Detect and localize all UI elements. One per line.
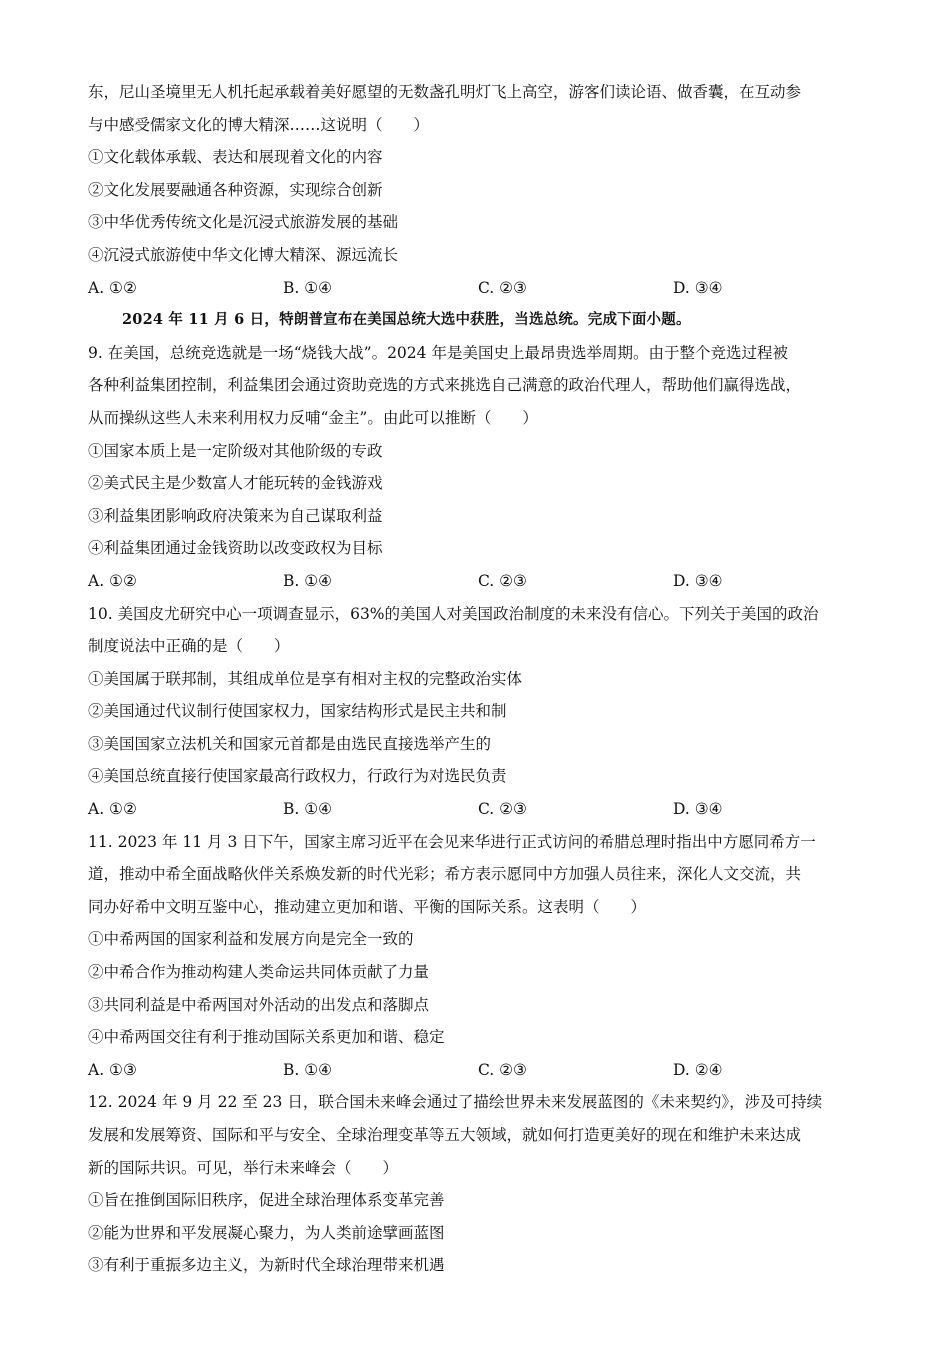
option-b: B. ①④ bbox=[283, 278, 333, 297]
question-9 bbox=[88, 337, 878, 598]
question-stem-line: 11. 2023 年 11 月 3 日下午，国家主席习近平在会见来华进行正式访问的希腊总理时指出中方愿同希方一 bbox=[88, 832, 816, 851]
choice-statement: ③有利于重振多边主义，为新时代全球治理带来机遇 bbox=[88, 1256, 445, 1275]
question-stem-line: 12. 2024 年 9 月 22 至 23 日，联合国未来峰会通过了描绘世界未来发展蓝图的《未来契约》，涉及可持续 bbox=[88, 1093, 823, 1112]
choice-statement: ②能为世界和平发展凝心聚力，为人类前途擘画蓝图 bbox=[88, 1223, 445, 1242]
choice-statement: ④利益集团通过金钱资助以改变政权为目标 bbox=[88, 539, 383, 558]
option-c: C. ②③ bbox=[478, 571, 527, 590]
choice-statement: ②美式民主是少数富人才能玩转的金钱游戏 bbox=[88, 474, 383, 493]
question-stem-line: 东，尼山圣境里无人机托起承载着美好愿望的无数盏孔明灯飞上高空，游客们读论语、做香囊，在互动参 bbox=[88, 83, 802, 101]
choice-statement: ④美国总统直接行使国家最高行政权力，行政行为对选民负责 bbox=[88, 767, 507, 786]
option-b: B. ①④ bbox=[283, 571, 333, 590]
choice-statement: ④中希两国交往有利于推动国际关系更加和谐、稳定 bbox=[88, 1028, 445, 1047]
option-d: D. ②④ bbox=[673, 1060, 723, 1079]
question-10 bbox=[88, 598, 878, 826]
question-stem-line: 制度说法中正确的是（ ） bbox=[88, 637, 290, 656]
question-stem-line: 发展和发展筹资、国际和平与安全、全球治理变革等五大领域，就如何打造更美好的现在和维护未来达成 bbox=[88, 1126, 802, 1144]
option-a: A. ①② bbox=[88, 278, 137, 297]
group-intro: 2024 年 11 月 6 日，特朗普宣布在美国总统大选中获胜，当选总统。完成下面小题。 bbox=[122, 311, 691, 329]
option-a: A. ①② bbox=[88, 800, 137, 819]
option-b: B. ①④ bbox=[283, 1060, 333, 1079]
option-a: A. ①③ bbox=[88, 1060, 137, 1079]
choice-statement: ①中希两国的国家利益和发展方向是完全一致的 bbox=[88, 930, 414, 949]
choice-statement: ③共同利益是中希两国对外活动的出发点和落脚点 bbox=[88, 995, 430, 1014]
question-stem-line: 9. 在美国，总统竞选就是一场“烧钱大战”。2024 年是美国史上最昂贵选举周期。由于整个竞选过程被 bbox=[88, 343, 788, 362]
choice-statement: ③美国国家立法机关和国家元首都是由选民直接选举产生的 bbox=[88, 734, 492, 753]
choice-statement: ①旨在推倒国际旧秩序，促进全球治理体系变革完善 bbox=[88, 1191, 445, 1210]
choice-statement: ①美国属于联邦制，其组成单位是享有相对主权的完整政治实体 bbox=[88, 669, 523, 688]
choice-statement: ②中希合作为推动构建人类命运共同体贡献了力量 bbox=[88, 963, 430, 982]
option-b: B. ①④ bbox=[283, 800, 333, 819]
choice-statement: ③中华优秀传统文化是沉浸式旅游发展的基础 bbox=[88, 213, 399, 232]
answer-options bbox=[88, 565, 878, 598]
choice-statement: ①文化载体承载、表达和展现着文化的内容 bbox=[88, 148, 383, 167]
choice-statement: ②文化发展要融通各种资源，实现综合创新 bbox=[88, 180, 383, 199]
choice-statement: ④沉浸式旅游使中华文化博大精深、源远流长 bbox=[88, 245, 399, 264]
question-11 bbox=[88, 826, 878, 1087]
question-stem-line: 10. 美国皮尤研究中心一项调查显示，63%的美国人对美国政治制度的未来没有信心。下列关于美国的政治 bbox=[88, 604, 819, 623]
option-d: D. ③④ bbox=[673, 800, 723, 819]
question-stem-line: 各种利益集团控制，利益集团会通过资助竞选的方式来挑选自己满意的政治代理人，帮助他们赢得选战， bbox=[88, 376, 802, 395]
answer-options bbox=[88, 1054, 878, 1087]
choice-statement: ①国家本质上是一定阶级对其他阶级的专政 bbox=[88, 441, 383, 460]
question-stem-line: 同办好希中文明互鉴中心，推动建立更加和谐、平衡的国际关系。这表明（ ） bbox=[88, 897, 647, 916]
option-c: C. ②③ bbox=[478, 278, 527, 297]
choice-statement: ②美国通过代议制行使国家权力，国家结构形式是民主共和制 bbox=[88, 702, 507, 721]
option-c: C. ②③ bbox=[478, 800, 527, 819]
option-c: C. ②③ bbox=[478, 1060, 527, 1079]
question-12 bbox=[88, 1086, 878, 1282]
choice-statement: ③利益集团影响政府决策来为自己谋取利益 bbox=[88, 506, 383, 525]
question-stem-line: 道，推动中希全面战略伙伴关系焕发新的时代光彩；希方表示愿同中方加强人员往来，深化人文交流，共 bbox=[88, 865, 802, 884]
question-stem-line: 与中感受儒家文化的博大精深……这说明（ ） bbox=[88, 115, 430, 134]
exam-page bbox=[88, 76, 878, 1282]
question-stem-line: 从而操纵这些人未来利用权力反哺“金主”。由此可以推断（ ） bbox=[88, 408, 538, 427]
option-d: D. ③④ bbox=[673, 571, 723, 590]
question-stem-line: 新的国际共识。可见，举行未来峰会（ ） bbox=[88, 1158, 399, 1177]
answer-options bbox=[88, 272, 878, 305]
answer-options bbox=[88, 793, 878, 826]
option-a: A. ①② bbox=[88, 571, 137, 590]
question-8 bbox=[88, 76, 878, 304]
option-d: D. ③④ bbox=[673, 278, 723, 297]
